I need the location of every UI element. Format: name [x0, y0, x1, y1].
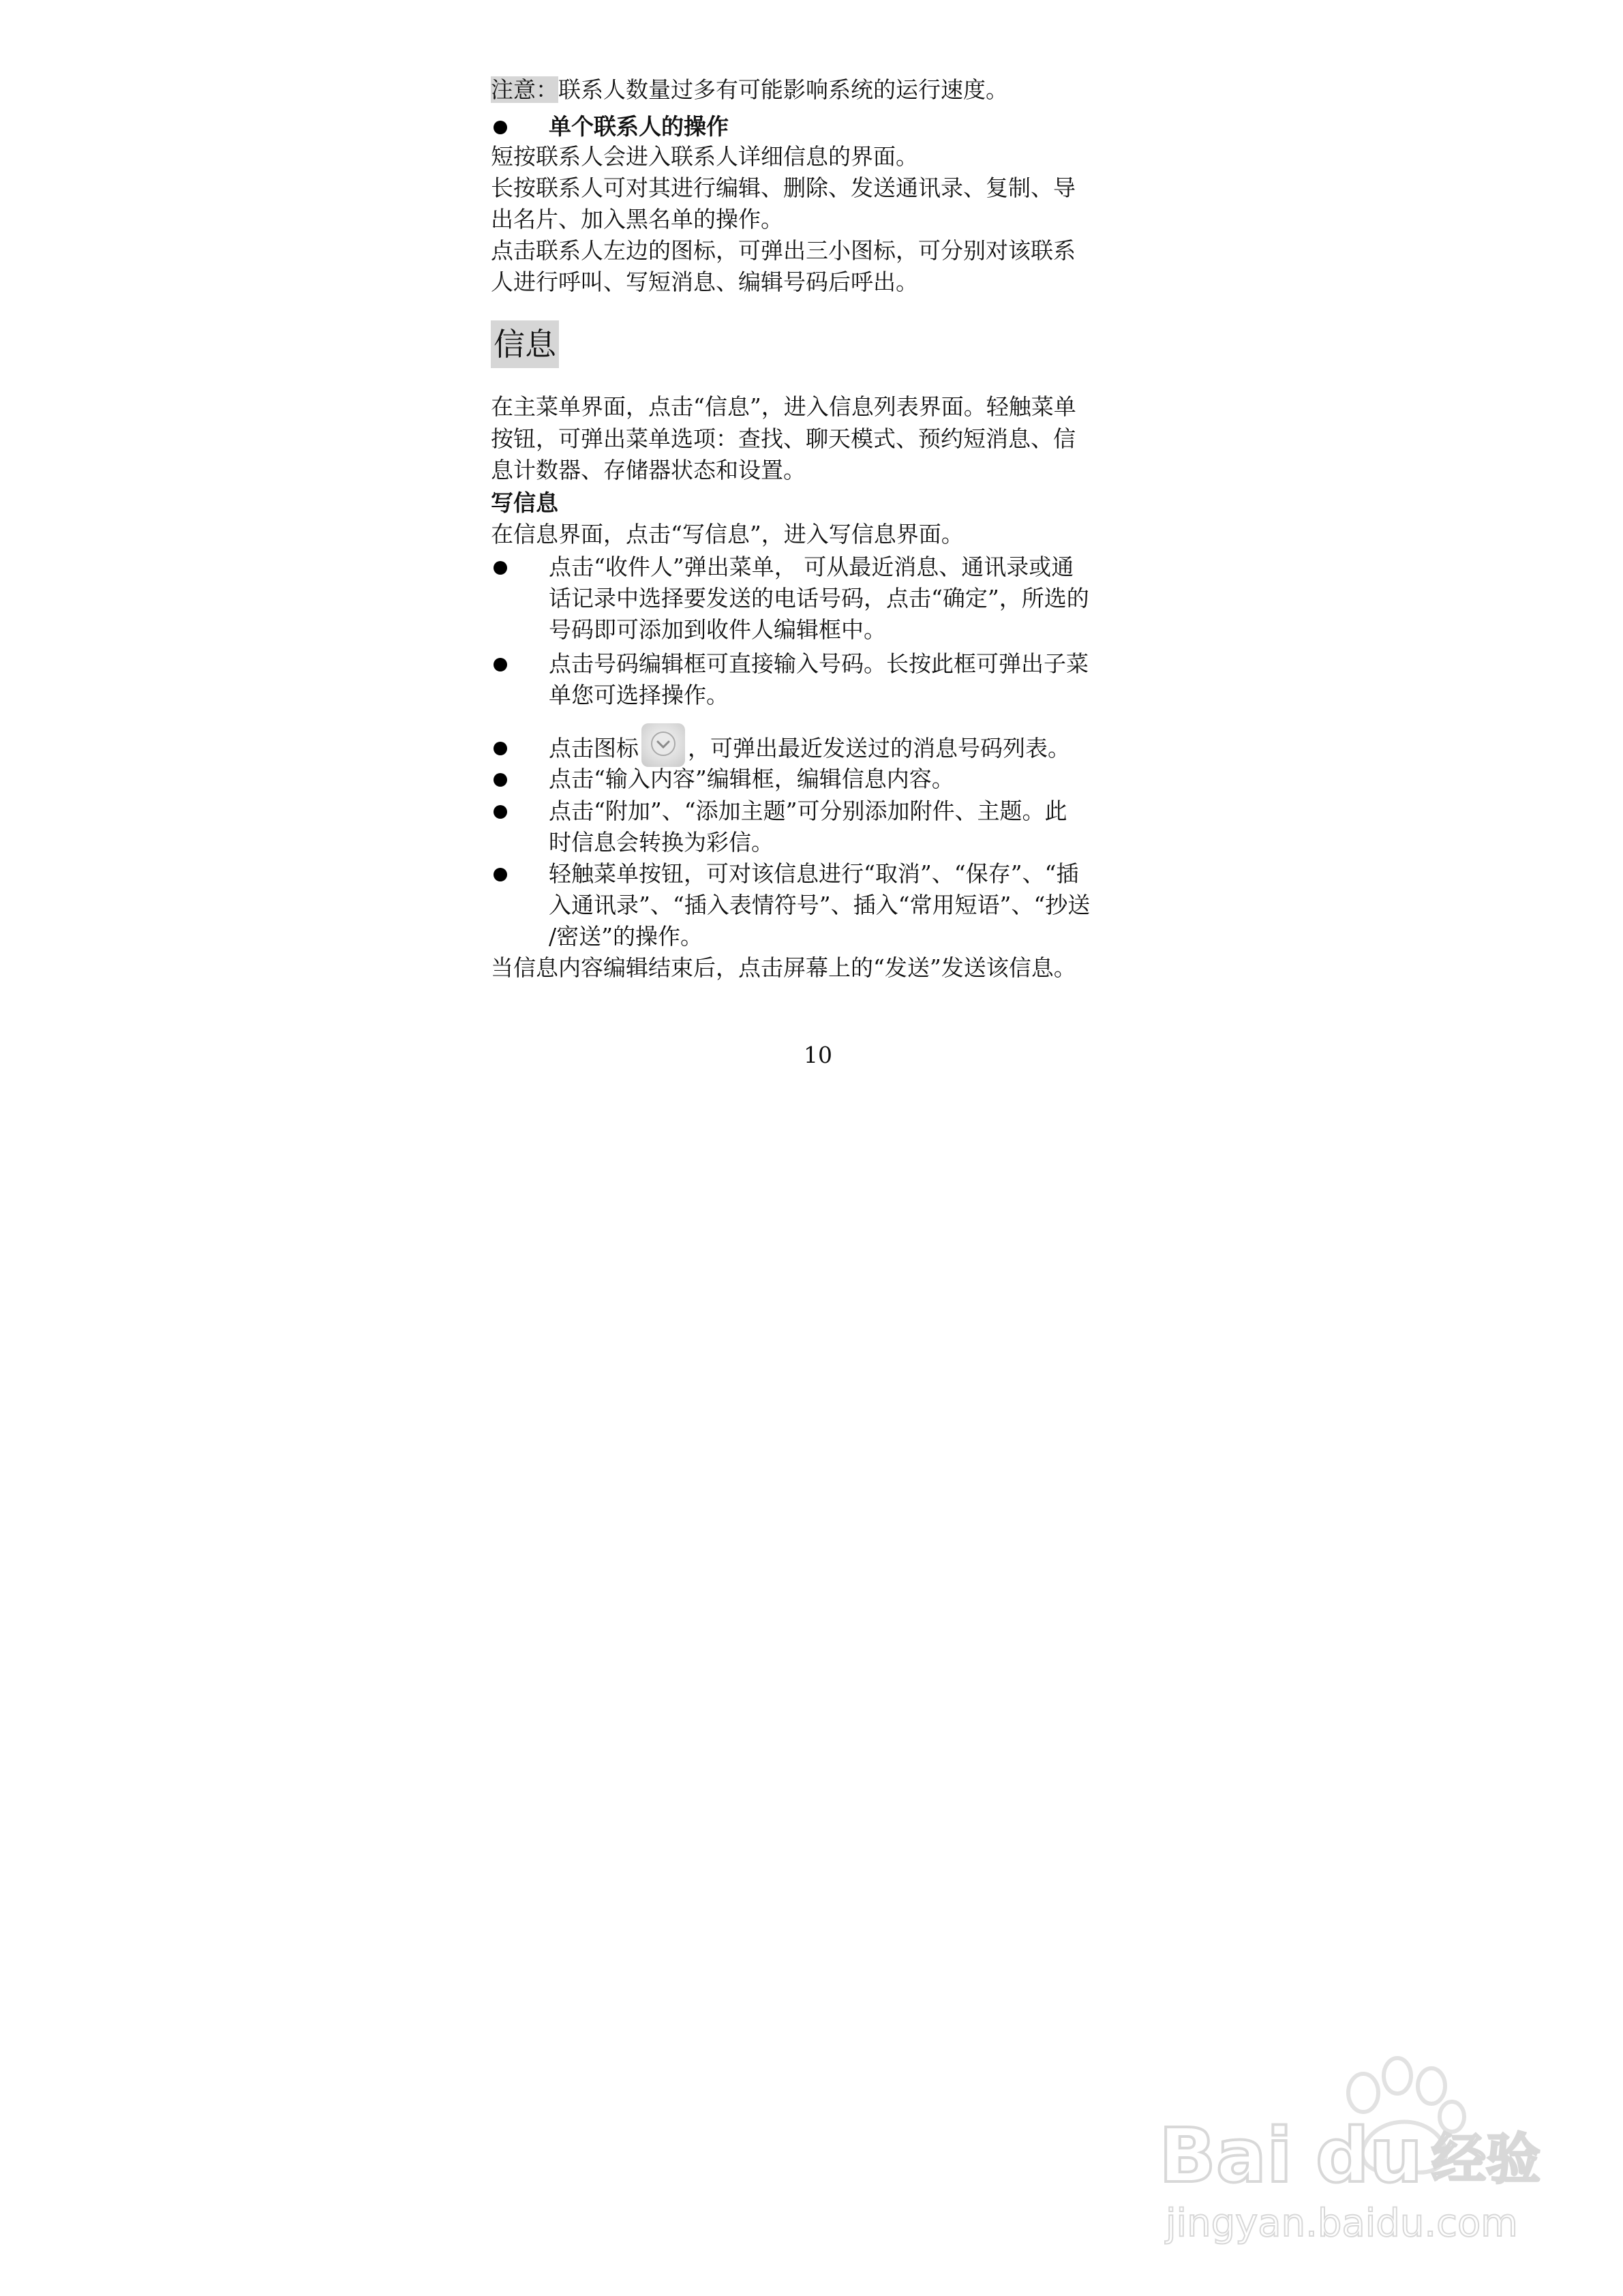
- contact-ops-line: 长按联系人可对其进行编辑、删除、发送通讯录、复制、导: [491, 175, 1076, 201]
- page-number: 10: [804, 1042, 832, 1068]
- write-closing: 当信息内容编辑结束后，点击屏幕上的“发送”发送该信息。: [491, 954, 1076, 981]
- bullet-line: 点击“收件人”弹出菜单， 可从最近消息、通讯录或通: [549, 554, 1074, 580]
- bullet-line: [549, 733, 1070, 767]
- section-title: 信息: [491, 320, 559, 368]
- contact-ops-line: 人进行呼叫、写短消息、编辑号码后呼出。: [491, 269, 918, 295]
- baidu-jingyan-watermark: [1159, 2045, 1541, 2250]
- svg-text:jingyan.baidu.com: jingyan.baidu.com: [1166, 2201, 1518, 2246]
- bullet-text: ，可弹出最近发送过的消息号码列表。: [688, 735, 1070, 761]
- contact-ops-line: 短按联系人会进入联系人详细信息的界面。: [491, 143, 918, 170]
- bullet-line: 话记录中选择要发送的电话号码，点击“确定”，所选的: [549, 585, 1089, 611]
- bullet-dot: [494, 773, 507, 787]
- bullet-line: /密送”的操作。: [549, 923, 703, 950]
- intro-line: 在主菜单界面，点击“信息”，进入信息列表界面。轻触菜单: [491, 393, 1076, 420]
- contact-ops-heading: 单个联系人的操作: [549, 113, 729, 140]
- bullet-line: 轻触菜单按钮，可对该信息进行“取消”、“保存”、“插: [549, 860, 1079, 887]
- note-label: 注意：: [491, 76, 558, 103]
- bullet-dot: [494, 121, 507, 134]
- bullet-line: 单您可选择操作。: [549, 682, 729, 708]
- contact-ops-line: 出名片、加入黑名单的操作。: [491, 206, 783, 232]
- bullet-line: 入通讯录”、“插入表情符号”、插入“常用短语”、“抄送: [549, 892, 1091, 918]
- bullet-line: 号码即可添加到收件人编辑框中。: [549, 616, 886, 643]
- note-line: [491, 75, 1008, 105]
- intro-line: 息计数器、存储器状态和设置。: [491, 457, 806, 483]
- bullet-line: 点击“输入内容”编辑框，编辑信息内容。: [549, 766, 954, 792]
- svg-text:经验: 经验: [1431, 2128, 1541, 2191]
- bullet-line: 点击“附加”、“添加主题”可分别添加附件、主题。此: [549, 798, 1067, 824]
- recent-numbers-icon: [641, 723, 685, 767]
- bullet-dot: [494, 742, 507, 755]
- bullet-dot: [494, 805, 507, 819]
- bullet-dot: [494, 561, 507, 575]
- intro-line: 按钮，可弹出菜单选项：查找、聊天模式、预约短消息、信: [491, 425, 1076, 452]
- document-page: [491, 0, 1145, 2296]
- svg-text:Bai: Bai: [1159, 2112, 1292, 2199]
- svg-text:du: du: [1316, 2112, 1423, 2199]
- bullet-dot: [494, 868, 507, 881]
- bullet-text: 点击图标: [549, 735, 639, 761]
- bullet-line: 时信息会转换为彩信。: [549, 829, 774, 856]
- contact-ops-line: 点击联系人左边的图标，可弹出三小图标，可分别对该联系: [491, 237, 1076, 264]
- bullet-line: 点击号码编辑框可直接输入号码。长按此框可弹出子菜: [549, 650, 1089, 677]
- bullet-dot: [494, 658, 507, 671]
- write-heading: 写信息: [491, 489, 558, 516]
- write-intro: 在信息界面，点击“写信息”，进入写信息界面。: [491, 521, 964, 547]
- note-text: 联系人数量过多有可能影响系统的运行速度。: [558, 76, 1008, 103]
